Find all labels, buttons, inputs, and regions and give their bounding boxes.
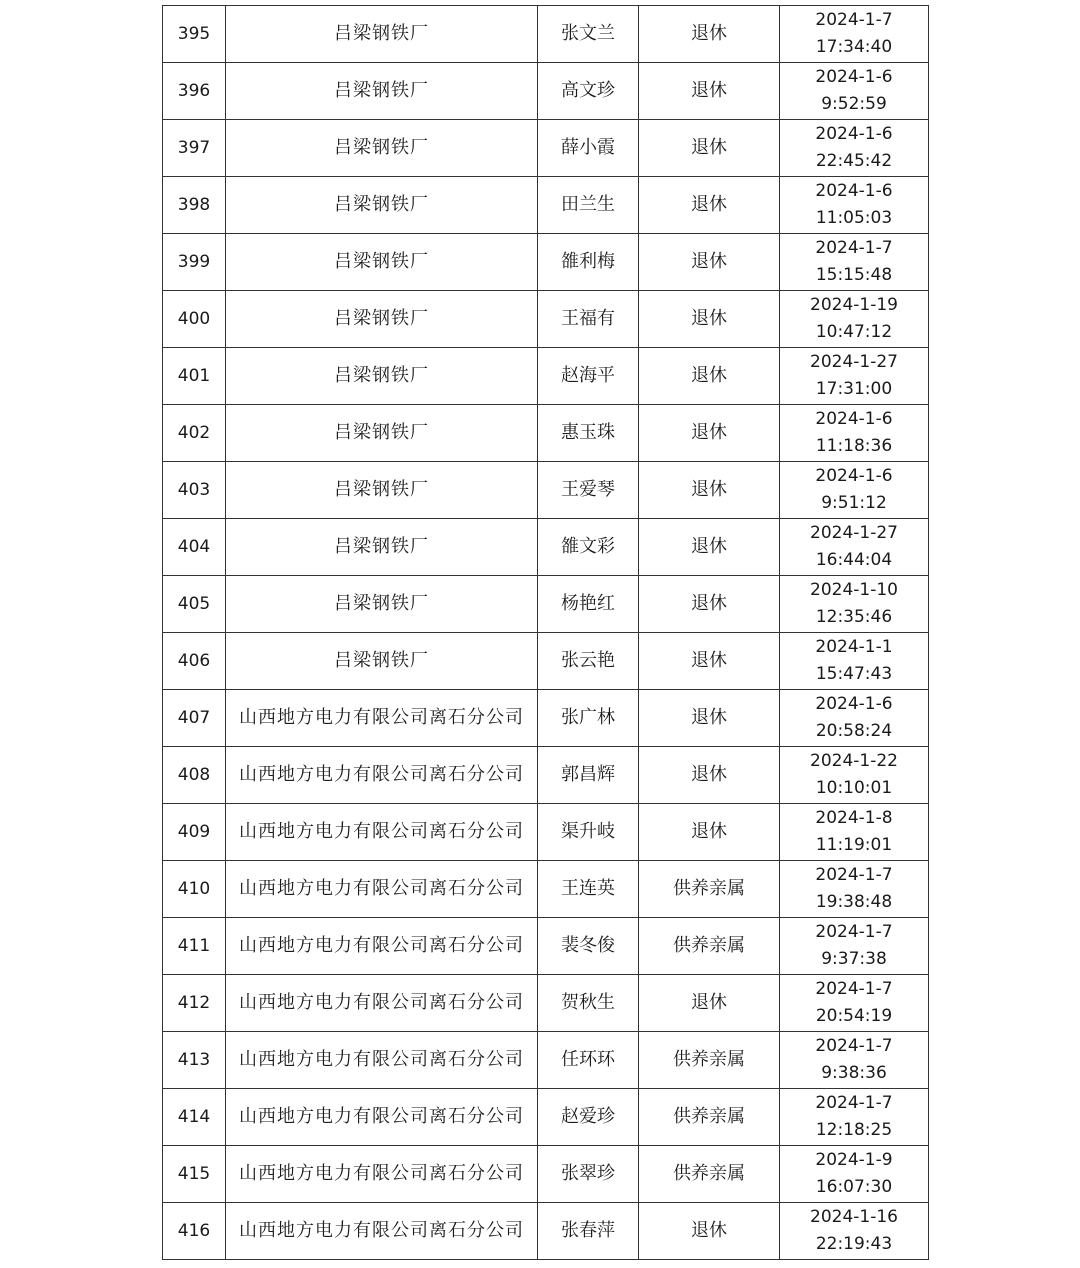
record-type: 退休 xyxy=(639,633,780,690)
person-name: 杨艳红 xyxy=(538,576,639,633)
row-number: 395 xyxy=(163,6,226,63)
row-number: 396 xyxy=(163,63,226,120)
timestamp-date: 2024-1-22 xyxy=(810,751,898,771)
timestamp-time: 9:52:59 xyxy=(821,94,887,114)
unit-name: 吕梁钢铁厂 xyxy=(226,6,538,63)
unit-name: 吕梁钢铁厂 xyxy=(226,291,538,348)
row-number: 409 xyxy=(163,804,226,861)
timestamp-time: 11:19:01 xyxy=(815,835,893,855)
person-name: 裴冬俊 xyxy=(538,918,639,975)
timestamp-time: 16:44:04 xyxy=(815,550,893,570)
timestamp-time: 15:15:48 xyxy=(815,265,893,285)
timestamp-date: 2024-1-19 xyxy=(810,295,898,315)
unit-name: 山西地方电力有限公司离石分公司 xyxy=(226,1203,538,1260)
timestamp-time: 9:37:38 xyxy=(821,949,887,969)
record-type: 退休 xyxy=(639,348,780,405)
timestamp-time: 22:45:42 xyxy=(815,151,893,171)
row-number: 403 xyxy=(163,462,226,519)
person-name: 张文兰 xyxy=(538,6,639,63)
person-name: 渠升岐 xyxy=(538,804,639,861)
timestamp-cell xyxy=(780,690,929,747)
timestamp-cell xyxy=(780,1146,929,1203)
timestamp-cell xyxy=(780,861,929,918)
timestamp-date: 2024-1-16 xyxy=(810,1207,898,1227)
table-row xyxy=(163,519,929,576)
row-number: 404 xyxy=(163,519,226,576)
timestamp-time: 10:10:01 xyxy=(815,778,893,798)
record-type: 退休 xyxy=(639,6,780,63)
timestamp-time: 12:35:46 xyxy=(815,607,893,627)
unit-name: 吕梁钢铁厂 xyxy=(226,348,538,405)
table-row xyxy=(163,63,929,120)
table-row xyxy=(163,234,929,291)
timestamp-date: 2024-1-6 xyxy=(815,466,893,486)
unit-name: 山西地方电力有限公司离石分公司 xyxy=(226,861,538,918)
timestamp-time: 11:05:03 xyxy=(815,208,893,228)
timestamp-cell xyxy=(780,918,929,975)
person-name: 薛小霞 xyxy=(538,120,639,177)
unit-name: 山西地方电力有限公司离石分公司 xyxy=(226,804,538,861)
person-name: 雒文彩 xyxy=(538,519,639,576)
row-number: 415 xyxy=(163,1146,226,1203)
record-type: 退休 xyxy=(639,405,780,462)
records-table-container xyxy=(162,5,928,1260)
timestamp-time: 17:31:00 xyxy=(815,379,893,399)
timestamp-time: 19:38:48 xyxy=(815,892,893,912)
person-name: 张云艳 xyxy=(538,633,639,690)
timestamp-date: 2024-1-6 xyxy=(815,694,893,714)
unit-name: 吕梁钢铁厂 xyxy=(226,63,538,120)
record-type: 退休 xyxy=(639,1203,780,1260)
row-number: 411 xyxy=(163,918,226,975)
timestamp-date: 2024-1-27 xyxy=(810,352,898,372)
unit-name: 山西地方电力有限公司离石分公司 xyxy=(226,1146,538,1203)
unit-name: 山西地方电力有限公司离石分公司 xyxy=(226,918,538,975)
row-number: 407 xyxy=(163,690,226,747)
timestamp-date: 2024-1-7 xyxy=(815,238,893,258)
row-number: 397 xyxy=(163,120,226,177)
person-name: 张翠珍 xyxy=(538,1146,639,1203)
record-type: 退休 xyxy=(639,462,780,519)
timestamp-cell xyxy=(780,291,929,348)
row-number: 413 xyxy=(163,1032,226,1089)
timestamp-cell xyxy=(780,120,929,177)
table-row xyxy=(163,1146,929,1203)
row-number: 406 xyxy=(163,633,226,690)
person-name: 贺秋生 xyxy=(538,975,639,1032)
row-number: 401 xyxy=(163,348,226,405)
person-name: 张春萍 xyxy=(538,1203,639,1260)
unit-name: 山西地方电力有限公司离石分公司 xyxy=(226,1089,538,1146)
timestamp-cell xyxy=(780,6,929,63)
unit-name: 山西地方电力有限公司离石分公司 xyxy=(226,690,538,747)
person-name: 赵爱珍 xyxy=(538,1089,639,1146)
timestamp-cell xyxy=(780,747,929,804)
row-number: 408 xyxy=(163,747,226,804)
unit-name: 山西地方电力有限公司离石分公司 xyxy=(226,747,538,804)
timestamp-time: 20:54:19 xyxy=(815,1006,893,1026)
record-type: 供养亲属 xyxy=(639,918,780,975)
person-name: 高文珍 xyxy=(538,63,639,120)
table-row xyxy=(163,861,929,918)
row-number: 398 xyxy=(163,177,226,234)
person-name: 王爱琴 xyxy=(538,462,639,519)
unit-name: 吕梁钢铁厂 xyxy=(226,462,538,519)
timestamp-cell xyxy=(780,975,929,1032)
row-number: 410 xyxy=(163,861,226,918)
table-row xyxy=(163,918,929,975)
timestamp-date: 2024-1-9 xyxy=(815,1150,893,1170)
record-type: 退休 xyxy=(639,234,780,291)
timestamp-cell xyxy=(780,1203,929,1260)
row-number: 399 xyxy=(163,234,226,291)
timestamp-cell xyxy=(780,177,929,234)
timestamp-cell xyxy=(780,633,929,690)
timestamp-cell xyxy=(780,804,929,861)
person-name: 任环环 xyxy=(538,1032,639,1089)
person-name: 王福有 xyxy=(538,291,639,348)
timestamp-date: 2024-1-1 xyxy=(815,637,893,657)
record-type: 供养亲属 xyxy=(639,861,780,918)
timestamp-time: 10:47:12 xyxy=(815,322,893,342)
table-row xyxy=(163,690,929,747)
timestamp-time: 20:58:24 xyxy=(815,721,893,741)
timestamp-date: 2024-1-8 xyxy=(815,808,893,828)
records-table xyxy=(162,5,929,1260)
table-row xyxy=(163,1203,929,1260)
row-number: 414 xyxy=(163,1089,226,1146)
timestamp-cell xyxy=(780,462,929,519)
table-row xyxy=(163,975,929,1032)
person-name: 张广林 xyxy=(538,690,639,747)
record-type: 供养亲属 xyxy=(639,1146,780,1203)
unit-name: 山西地方电力有限公司离石分公司 xyxy=(226,975,538,1032)
table-row xyxy=(163,348,929,405)
timestamp-cell xyxy=(780,519,929,576)
unit-name: 吕梁钢铁厂 xyxy=(226,234,538,291)
timestamp-time: 15:47:43 xyxy=(815,664,893,684)
person-name: 田兰生 xyxy=(538,177,639,234)
timestamp-date: 2024-1-27 xyxy=(810,523,898,543)
person-name: 惠玉珠 xyxy=(538,405,639,462)
table-row xyxy=(163,1089,929,1146)
unit-name: 吕梁钢铁厂 xyxy=(226,405,538,462)
timestamp-cell xyxy=(780,63,929,120)
person-name: 王连英 xyxy=(538,861,639,918)
table-row xyxy=(163,462,929,519)
record-type: 退休 xyxy=(639,519,780,576)
timestamp-time: 9:38:36 xyxy=(821,1063,887,1083)
timestamp-cell xyxy=(780,348,929,405)
timestamp-cell xyxy=(780,405,929,462)
timestamp-time: 16:07:30 xyxy=(815,1177,893,1197)
timestamp-time: 12:18:25 xyxy=(815,1120,893,1140)
timestamp-date: 2024-1-7 xyxy=(815,922,893,942)
records-table-body xyxy=(163,6,929,1260)
timestamp-date: 2024-1-7 xyxy=(815,1036,893,1056)
timestamp-date: 2024-1-7 xyxy=(815,979,893,999)
timestamp-date: 2024-1-10 xyxy=(810,580,898,600)
timestamp-date: 2024-1-6 xyxy=(815,409,893,429)
record-type: 供养亲属 xyxy=(639,1089,780,1146)
timestamp-date: 2024-1-7 xyxy=(815,10,893,30)
unit-name: 吕梁钢铁厂 xyxy=(226,177,538,234)
unit-name: 吕梁钢铁厂 xyxy=(226,633,538,690)
timestamp-date: 2024-1-6 xyxy=(815,181,893,201)
timestamp-date: 2024-1-7 xyxy=(815,1093,893,1113)
row-number: 405 xyxy=(163,576,226,633)
person-name: 郭昌辉 xyxy=(538,747,639,804)
table-row xyxy=(163,6,929,63)
person-name: 雒利梅 xyxy=(538,234,639,291)
record-type: 退休 xyxy=(639,576,780,633)
table-row xyxy=(163,291,929,348)
timestamp-date: 2024-1-6 xyxy=(815,67,893,87)
record-type: 退休 xyxy=(639,63,780,120)
unit-name: 吕梁钢铁厂 xyxy=(226,120,538,177)
unit-name: 吕梁钢铁厂 xyxy=(226,519,538,576)
table-row xyxy=(163,1032,929,1089)
timestamp-time: 9:51:12 xyxy=(821,493,887,513)
table-row xyxy=(163,804,929,861)
table-row xyxy=(163,576,929,633)
timestamp-date: 2024-1-6 xyxy=(815,124,893,144)
row-number: 402 xyxy=(163,405,226,462)
record-type: 退休 xyxy=(639,804,780,861)
record-type: 供养亲属 xyxy=(639,1032,780,1089)
timestamp-time: 11:18:36 xyxy=(815,436,893,456)
table-row xyxy=(163,120,929,177)
record-type: 退休 xyxy=(639,291,780,348)
timestamp-time: 22:19:43 xyxy=(815,1234,893,1254)
timestamp-time: 17:34:40 xyxy=(815,37,893,57)
unit-name: 山西地方电力有限公司离石分公司 xyxy=(226,1032,538,1089)
table-row xyxy=(163,633,929,690)
timestamp-cell xyxy=(780,1089,929,1146)
timestamp-date: 2024-1-7 xyxy=(815,865,893,885)
record-type: 退休 xyxy=(639,177,780,234)
timestamp-cell xyxy=(780,576,929,633)
record-type: 退休 xyxy=(639,690,780,747)
record-type: 退休 xyxy=(639,120,780,177)
row-number: 400 xyxy=(163,291,226,348)
row-number: 412 xyxy=(163,975,226,1032)
record-type: 退休 xyxy=(639,975,780,1032)
table-row xyxy=(163,177,929,234)
table-row xyxy=(163,747,929,804)
row-number: 416 xyxy=(163,1203,226,1260)
record-type: 退休 xyxy=(639,747,780,804)
person-name: 赵海平 xyxy=(538,348,639,405)
table-row xyxy=(163,405,929,462)
timestamp-cell xyxy=(780,234,929,291)
timestamp-cell xyxy=(780,1032,929,1089)
unit-name: 吕梁钢铁厂 xyxy=(226,576,538,633)
